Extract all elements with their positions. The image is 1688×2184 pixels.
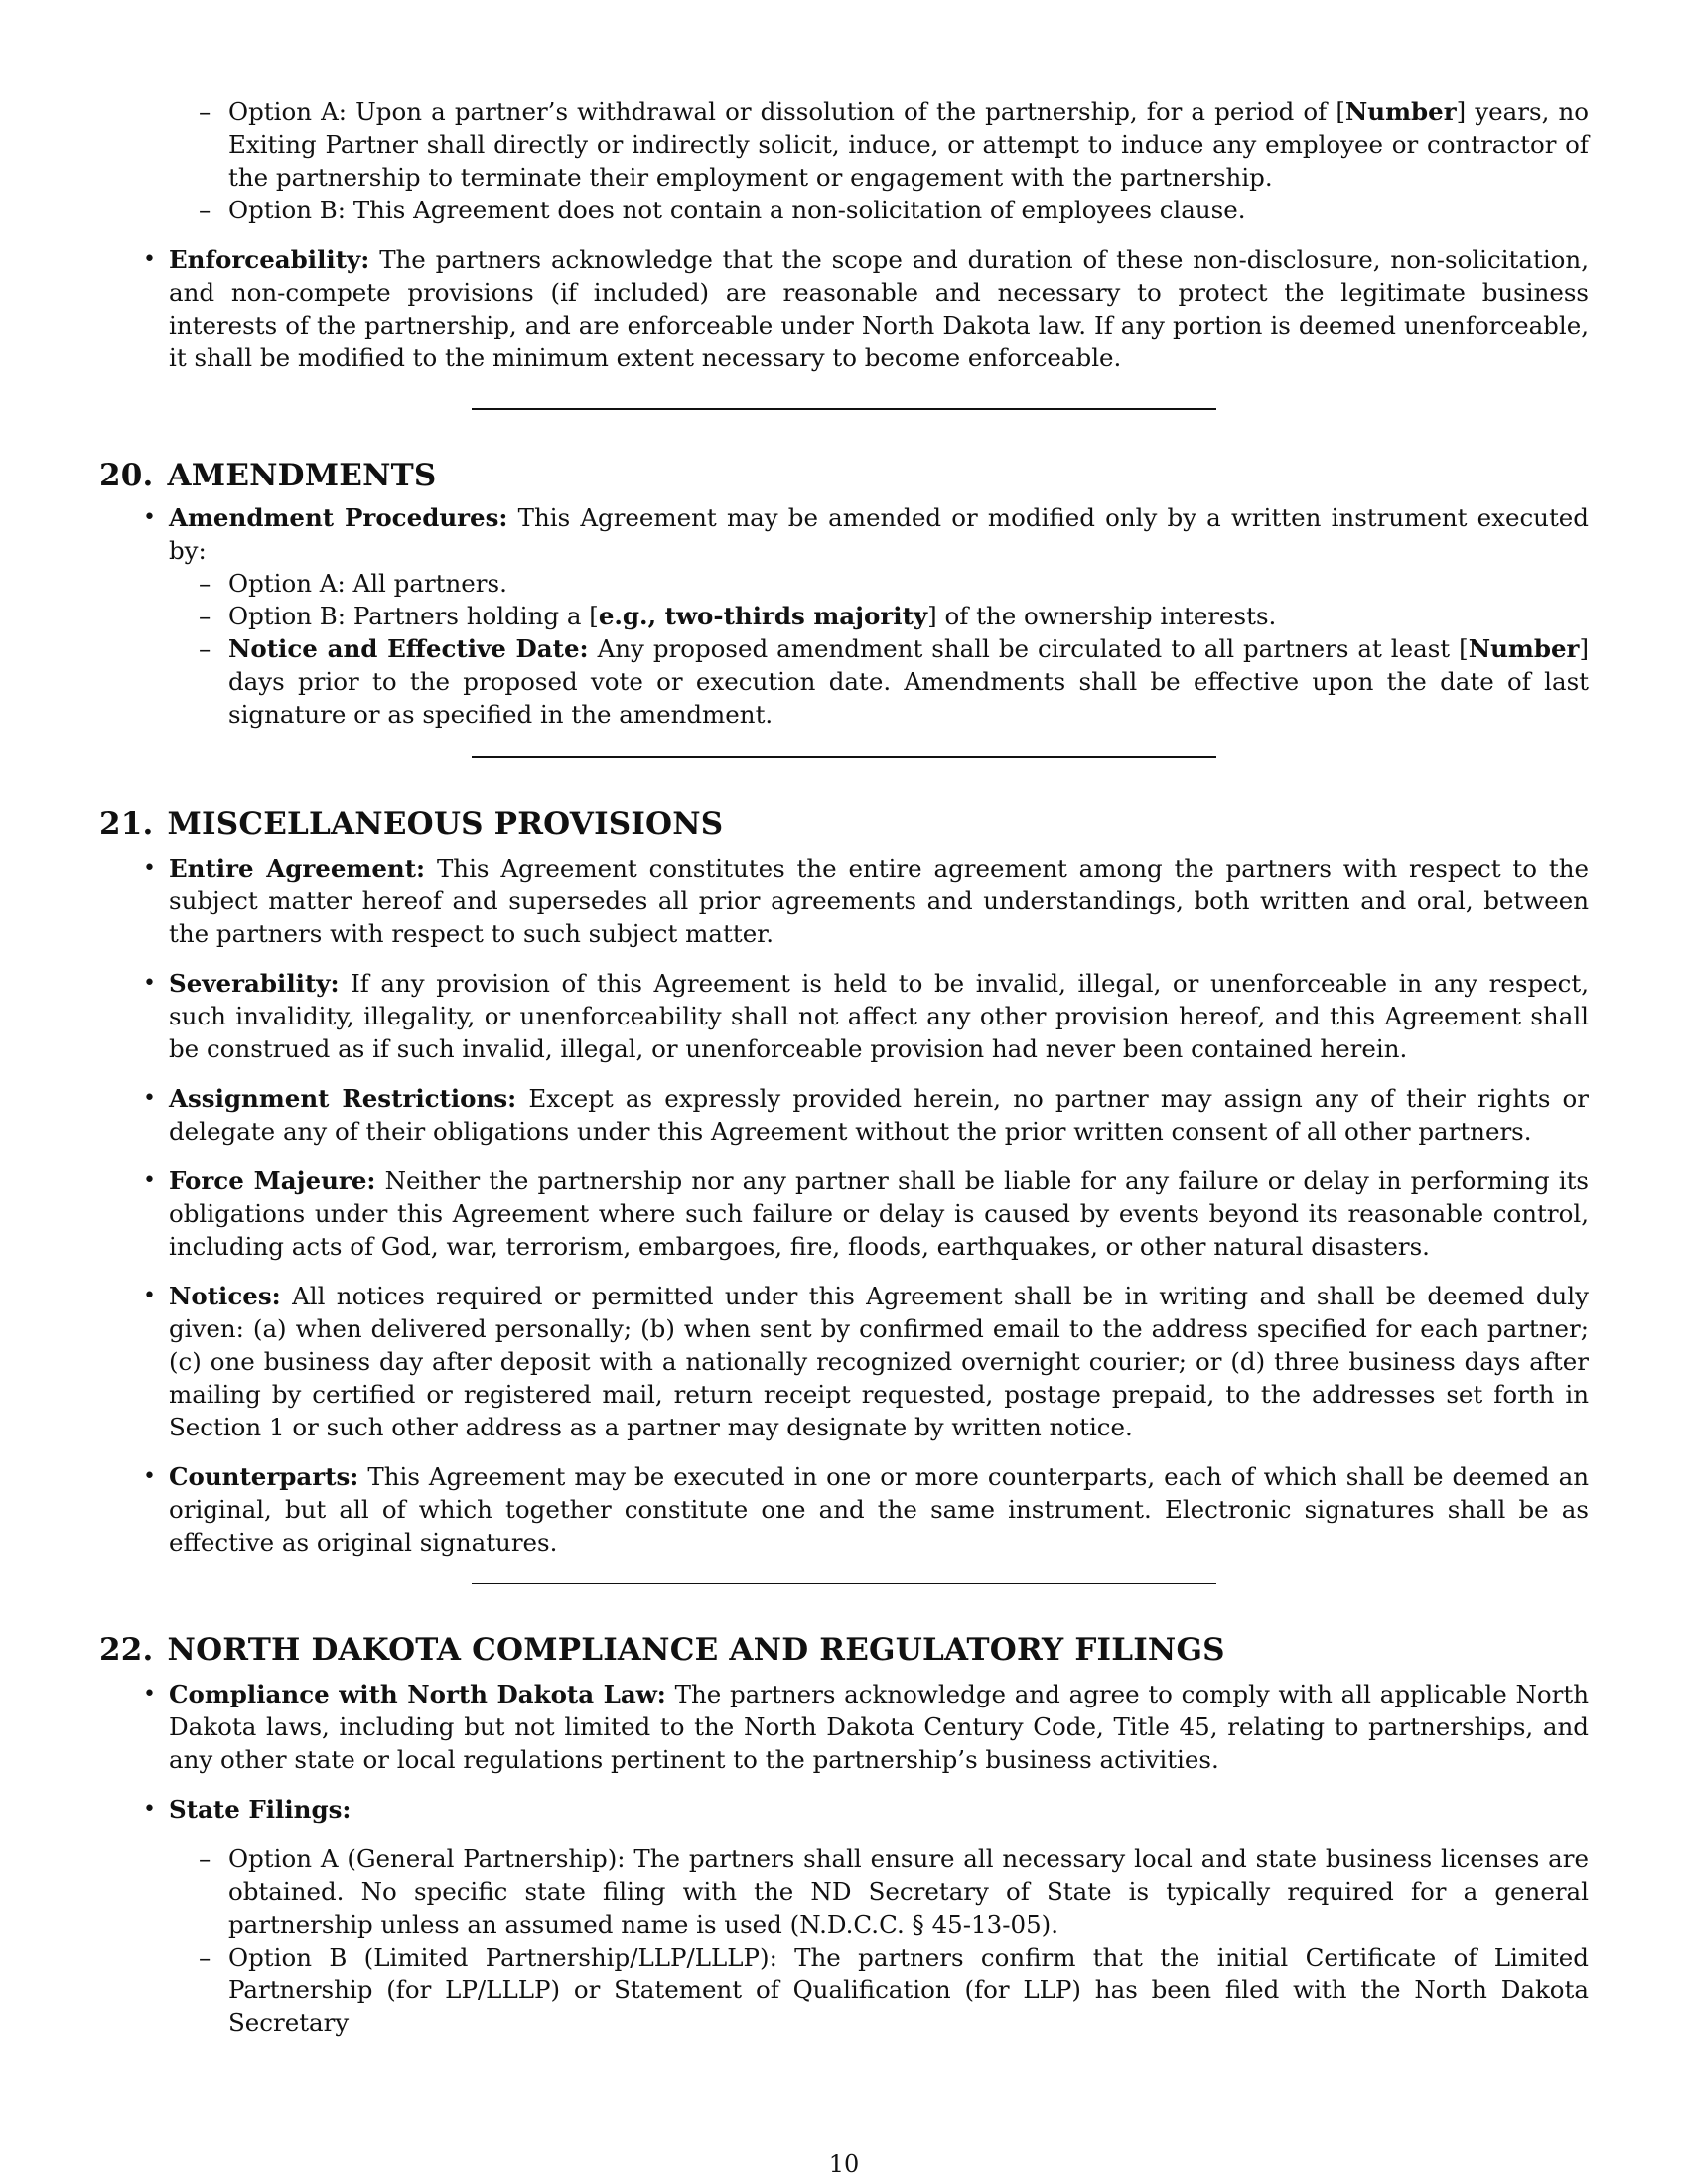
provision-item [143, 967, 1589, 1065]
sublist-item [199, 600, 1589, 632]
compliance-list [143, 1678, 1589, 2039]
amendment-procedures-item [143, 501, 1590, 731]
compliance-item [143, 1678, 1589, 1776]
non-solicitation-options [199, 95, 1589, 226]
dash-icon: – [199, 196, 211, 224]
sublist-text: Option B: Partners holding a [ [228, 602, 599, 630]
emphasis-text: Number [1344, 97, 1457, 126]
provision-text: All notices required or permitted under this Agreement shall be in writing and shall be deemed duly given: (a) when delivered personally; (b) when sent by confirmed email to the address specified for each partner; (c) one business day after deposit with a nationally recognized overnight courier; or (d) three business days after mailing by certified or registered mail, return receipt requested, postage prepaid, to the addresses set forth in Section 1 or such other address as a partner may designate by written notice. [169, 1282, 1589, 1441]
enforceability-list [143, 243, 1590, 374]
bullet-icon: • [143, 1168, 156, 1193]
sublist-text: Option A: Upon a partner’s withdrawal or dissolution of the partnership, for a period of [ [228, 97, 1345, 126]
sublist-text: ] years, no Exiting Partner shall directly or indirectly solicit, induce, or attempt to induce any employee or contractor of the partnership to terminate their employment or engagement with the partnership. [228, 97, 1589, 192]
sublist-text: Option A: All partners. [228, 569, 507, 598]
dash-icon: – [199, 602, 211, 630]
sublist-text: ] of the ownership interests. [927, 602, 1277, 630]
bullet-icon: • [143, 1284, 156, 1308]
emphasis-text: Number [1468, 634, 1580, 663]
enforceability-text: The partners acknowledge that the scope and duration of these non-disclosure, non-solicitation, and non-compete provisions (if included) are reasonable and necessary to protect the legitimate business interests of the partnership, and are enforceable under North Dakota law. If any portion is deemed unenforceable, it shall be modified to the minimum extent necessary to become enforceable. [169, 245, 1590, 372]
provision-label: Entire Agreement: [169, 854, 426, 883]
dash-icon: – [199, 569, 211, 598]
emphasis-text: e.g., two-thirds majority [598, 602, 928, 630]
sublist-item [199, 194, 1589, 226]
amendment-procedures-text: This Agreement may be amended or modified only by a written instrument executed by: [169, 503, 1589, 565]
provision-label: Notices: [169, 1282, 281, 1310]
sublist-text: ] days prior to the proposed vote or execution date. Amendments shall be effective upon the date of last signature or as specified in the amendment. [228, 634, 1590, 729]
enforceability-item [143, 243, 1590, 374]
dash-icon: – [199, 1844, 211, 1873]
amendment-procedures-label: Amendment Procedures: [169, 503, 508, 532]
provision-item [143, 1460, 1589, 1559]
state-filings-item [143, 1793, 1589, 2039]
amendment-options [199, 567, 1590, 731]
section-number: 22. [99, 1632, 154, 1668]
provision-text: Except as expressly provided herein, no partner may assign any of their rights or delegate any of their obligations under this Agreement without the prior written consent of all other partners. [169, 1084, 1589, 1146]
section-title: MISCELLANEOUS PROVISIONS [167, 806, 724, 842]
section-title: NORTH DAKOTA COMPLIANCE AND REGULATORY FILINGS [167, 1632, 1225, 1668]
dash-icon: – [199, 1943, 211, 1972]
section-title: AMENDMENTS [167, 458, 437, 493]
provision-label: Severability: [169, 969, 340, 998]
miscellaneous-list [143, 852, 1589, 1559]
provision-item [143, 852, 1589, 950]
document-page [99, 95, 1589, 2039]
provision-label: Assignment Restrictions: [169, 1084, 517, 1113]
page-number: 10 [828, 2150, 860, 2178]
sublist-text: Option B (Limited Partnership/LLP/LLLP): The partners confirm that the initial Certificate of Limited Partnership (for LP/LLLP) or Statement of Qualification (for LLP) has been filed with the North Dakota Secretary [228, 1943, 1589, 2037]
section-divider [472, 408, 1216, 410]
amendments-list [143, 501, 1590, 731]
sublist-item [199, 95, 1589, 194]
section-number: 20. [99, 458, 154, 493]
provision-text: Neither the partnership nor any partner shall be liable for any failure or delay in performing its obligations under this Agreement where such failure or delay is caused by events beyond its reasonable control, including acts of God, war, terrorism, embargoes, fire, floods, earthquakes, or other natural disasters. [169, 1166, 1589, 1261]
provision-text: This Agreement constitutes the entire agreement among the partners with respect to the subject matter hereof and supersedes all prior agreements and understandings, both written and oral, between the partners with respect to such subject matter. [169, 854, 1589, 948]
provision-text: This Agreement may be executed in one or more counterparts, each of which shall be deemed an original, but all of which together constitute one and the same instrument. Electronic signatures shall be as effective as original signatures. [169, 1462, 1589, 1557]
provision-label: Counterparts: [169, 1462, 359, 1491]
sublist-text: Option A (General Partnership): The partners shall ensure all necessary local and state business licenses are obtained. No specific state filing with the ND Secretary of State is typically required for a general partnership unless an assumed name is used (N.D.C.C. § 45-13-05). [228, 1844, 1589, 1939]
provision-label: Force Majeure: [169, 1166, 376, 1195]
provision-text: If any provision of this Agreement is held to be invalid, illegal, or unenforceable in any respect, such invalidity, illegality, or unenforceability shall not affect any other provision hereof, and this Agreement shall be construed as if such invalid, illegal, or unenforceable provision had never been contained herein. [169, 969, 1589, 1063]
sublist-text: Option B: This Agreement does not contain a non-solicitation of employees clause. [228, 196, 1246, 224]
sublist-item [199, 632, 1590, 731]
sublist-item [199, 1843, 1589, 1941]
sublist-item [199, 1941, 1589, 2039]
dash-icon: – [199, 97, 211, 126]
section-20-heading [99, 456, 1589, 495]
bullet-icon: • [143, 1682, 156, 1706]
bullet-icon: • [143, 1086, 156, 1111]
section-divider [472, 756, 1216, 758]
bullet-icon: • [143, 505, 156, 530]
provision-item [143, 1164, 1589, 1263]
provision-item [143, 1280, 1589, 1443]
bullet-icon: • [143, 1464, 156, 1489]
bullet-icon: • [143, 1797, 156, 1822]
section-22-heading [99, 1630, 1589, 1670]
section-divider [472, 1583, 1216, 1584]
provision-item [143, 1082, 1589, 1148]
compliance-label: Compliance with North Dakota Law: [169, 1680, 666, 1708]
section-number: 21. [99, 806, 154, 842]
compliance-text: The partners acknowledge and agree to comply with all applicable North Dakota laws, including but not limited to the North Dakota Century Code, Title 45, relating to partnerships, and any other state or local regulations pertinent to the partnership’s business activities. [169, 1680, 1589, 1774]
bullet-icon: • [143, 247, 156, 272]
dash-icon: – [199, 634, 211, 663]
sublist-text: Any proposed amendment shall be circulated to all partners at least [ [588, 634, 1469, 663]
enforceability-label: Enforceability: [169, 245, 370, 274]
bullet-icon: • [143, 856, 156, 881]
emphasis-text: Notice and Effective Date: [228, 634, 589, 663]
state-filings-options [199, 1843, 1589, 2039]
section-21-heading [99, 804, 1589, 844]
sublist-item [199, 567, 1589, 600]
bullet-icon: • [143, 971, 156, 996]
state-filings-label: State Filings: [169, 1795, 352, 1824]
